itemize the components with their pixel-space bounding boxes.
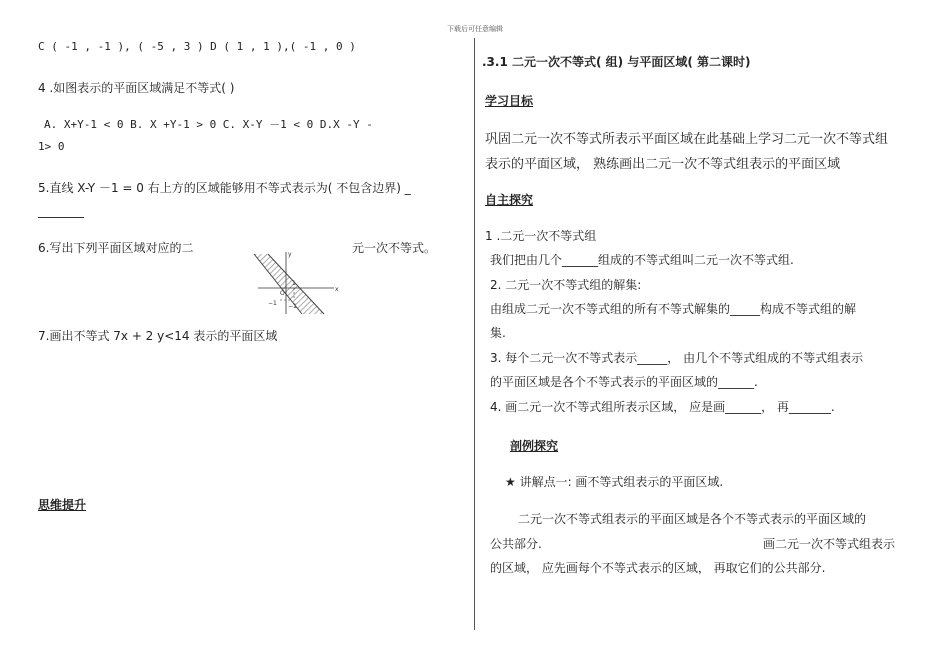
explanation-line1: 二元一次不等式组表示的平面区域是各个不等式表示的平面区域的 xyxy=(518,512,867,526)
key-point-1: ★ 讲解点一: 画不等式组表示的平面区域. xyxy=(505,475,724,489)
item2-body-line1: 由组成二元一次不等式组的所有不等式解集的_____构成不等式组的解 xyxy=(490,302,857,316)
answer-options-c-d: C ( -1 , -1 ), ( -5 , 3 ) D ( 1 , 1 ),( -1 , 0 ) xyxy=(38,40,356,53)
tick-label-neg1-y: −1 xyxy=(288,303,297,310)
question-4-options-line1: A. X+Y-1 < 0 B. X +Y-1 > 0 C. X-Y －1 < 0 D.X -Y - xyxy=(44,118,373,131)
column-divider xyxy=(474,38,475,630)
question-6-part1: 6.写出下列平面区域对应的二 xyxy=(38,241,194,255)
section-heading-examples: 剖例探究 xyxy=(510,439,559,453)
item4: 4. 画二元一次不等式组所表示区域， 应是画______， 再_______. xyxy=(490,400,835,414)
origin-label: O xyxy=(280,290,285,297)
region-figure xyxy=(250,248,342,320)
page-header-note: 下载后可任意编辑 xyxy=(447,25,503,33)
item1-body: 我们把由几个______组成的不等式组叫二元一次不等式组. xyxy=(490,253,794,267)
item2-title: 2. 二元一次不等式组的解集: xyxy=(490,278,642,292)
question-4-options-line2: 1> 0 xyxy=(38,140,65,153)
section-heading-self-study: 自主探究 xyxy=(485,193,534,207)
question-6-part2: 元一次不等式。 xyxy=(352,241,437,255)
goals-line2: 表示的平面区域， 熟练画出二元一次不等式组表示的平面区域 xyxy=(485,157,841,172)
item1-title: 1 .二元一次不等式组 xyxy=(485,229,597,243)
explanation-line3: 的区域， 应先画每个不等式表示的区域， 再取它们的公共部分. xyxy=(490,561,826,575)
tick-label-1-x: 1 xyxy=(292,280,296,287)
tick-label-neg1-x: −1 xyxy=(268,300,277,307)
section-heading-thinking: 思维提升 xyxy=(38,498,87,512)
question-5-answer-blank xyxy=(38,203,84,222)
question-7: 7.画出不等式 7x + 2 y<14 表示的平面区域 xyxy=(38,329,278,343)
question-5: 5.直线 X-Y －1 = 0 右上方的区域能够用不等式表示为( 不包含边界) _ xyxy=(38,181,411,195)
section-heading-goals: 学习目标 xyxy=(485,94,534,108)
region-graph xyxy=(250,248,342,320)
y-axis-label: y xyxy=(288,251,292,258)
x-axis-label: x xyxy=(335,286,339,293)
explanation-line2-start: 公共部分. xyxy=(490,537,542,551)
goals-line1: 巩固二元一次不等式所表示平面区域在此基础上学习二元一次不等式组 xyxy=(485,132,889,147)
item3-line1: 3. 每个二元一次不等式表示_____， 由几个不等式组成的不等式组表示 xyxy=(490,351,864,365)
item2-body-line2: 集. xyxy=(490,326,506,340)
item3-line2: 的平面区域是各个不等式表示的平面区域的______. xyxy=(490,375,758,389)
question-4: 4 .如图表示的平面区域满足不等式( ) xyxy=(38,81,235,95)
lesson-title: .3.1 二元一次不等式( 组) 与平面区域( 第二课时) xyxy=(482,55,751,69)
explanation-line2-end: 画二元一次不等式组表示 xyxy=(763,537,896,551)
